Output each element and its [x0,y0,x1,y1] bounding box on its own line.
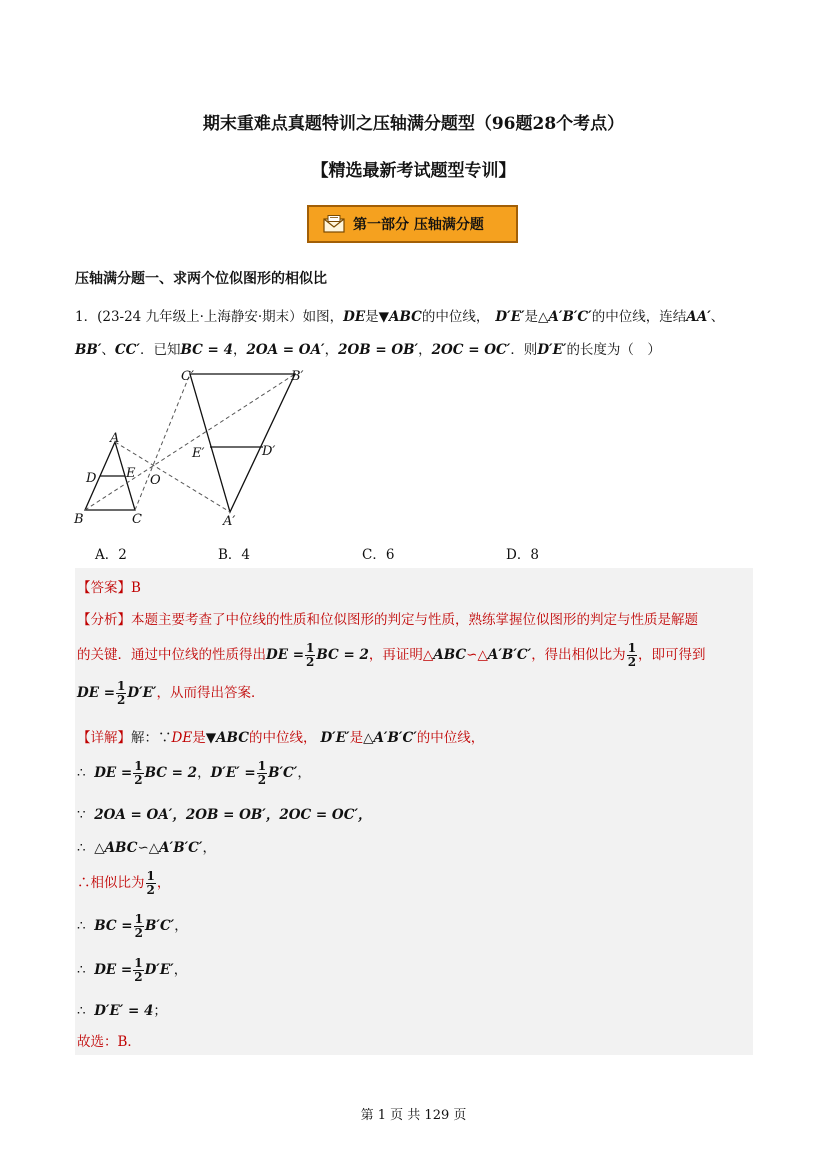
label-cp: C′ [181,369,194,384]
label-c: C [132,512,142,527]
detail-line-8: ∴ D′E′ = 4； [77,1003,167,1019]
label-a: A [110,431,120,446]
geometry-figure [70,362,320,530]
label-d: D [86,471,97,486]
question-line-2: BB′、CC′．已知BC = 4，2OA = OA′，2OB = OB′，2OC = OC′．则D′E′的长度为（ ） [75,342,661,358]
fraction-half: $\frac{1}{2}$ [146,869,155,897]
analysis-line-3: DE = $\frac{1}{2}$ D′E′，从而得出答案． [77,679,265,707]
answer-label: 【答案】B [77,580,141,596]
detail-line-5: ∴相似比为 $\frac{1}{2}$ ， [77,869,171,897]
section-heading: 压轴满分题一、求两个位似图形的相似比 [75,271,327,287]
dashed-ccp [135,374,190,510]
page-title: 期末重难点真题特训之压轴满分题型（96题28个考点） [202,114,625,134]
label-bp: B′ [291,369,304,384]
fraction-half: $\frac{1}{2}$ [134,759,143,787]
triangle-apbpcp [190,374,295,512]
page-subtitle: 【精选最新考试题型专训】 [311,161,516,181]
banner-label: 第一部分 压轴满分题 [353,217,484,233]
detail-line-1: 【详解】解：∵DE是▼ABC的中位线， D′E′是△A′B′C′的中位线， [77,730,485,746]
section-banner [307,205,518,243]
page-footer: 第 1 页 共 129 页 [360,1108,467,1123]
detail-line-4: ∴ △ABC∽△A′B′C′， [77,840,216,856]
label-b: B [74,512,84,527]
question-line-1: 1．(23-24 九年级上·上海静安·期末）如图，DE是▼ABC的中位线， D′E′是△A′B′C′的中位线，连结AA′、 [75,309,725,325]
fraction-half: $\frac{1}{2}$ [117,679,126,707]
analysis-line-1: 【分析】本题主要考查了中位线的性质和位似图形的判定与性质，熟练掌握位似图形的判定与性质是解题 [77,612,698,628]
label-dp: D′ [262,444,276,459]
detail-line-3: ∵ 2OA = OA′，2OB = OB′，2OC = OC′， [77,807,372,823]
fraction-half: $\frac{1}{2}$ [627,641,637,669]
option-c: C．6 [362,547,395,563]
detail-line-2: ∴ DE = $\frac{1}{2}$ BC = 2，D′E′ = $\frac{1}{2}$ B′C′， [77,759,311,787]
label-e: E [126,466,136,481]
detail-line-7: ∴ DE = $\frac{1}{2}$ D′E′， [77,956,188,984]
analysis-line-2: 的关键．通过中位线的性质得出DE = $\frac{1}{2}$ BC = 2，再证明△ABC∽△A′B′C′，得出相似比为 $\frac{1}{2}$ ，即可得到 [77,641,706,669]
label-ap: A′ [223,514,236,529]
detail-final: 故选：B． [77,1034,141,1050]
label-o: O [150,473,161,488]
fraction-half: $\frac{1}{2}$ [134,956,143,984]
envelope-icon [323,215,345,233]
answer-panel [75,568,753,1055]
fraction-half: $\frac{1}{2}$ [257,759,267,787]
option-b: B．4 [218,547,251,563]
detail-line-6: ∴ BC = $\frac{1}{2}$ B′C′， [77,912,188,940]
fraction-half: $\frac{1}{2}$ [306,641,315,669]
label-ep: E′ [192,446,205,461]
option-a: A．2 [95,547,127,563]
option-d: D．8 [506,547,539,563]
fraction-half: $\frac{1}{2}$ [134,912,143,940]
